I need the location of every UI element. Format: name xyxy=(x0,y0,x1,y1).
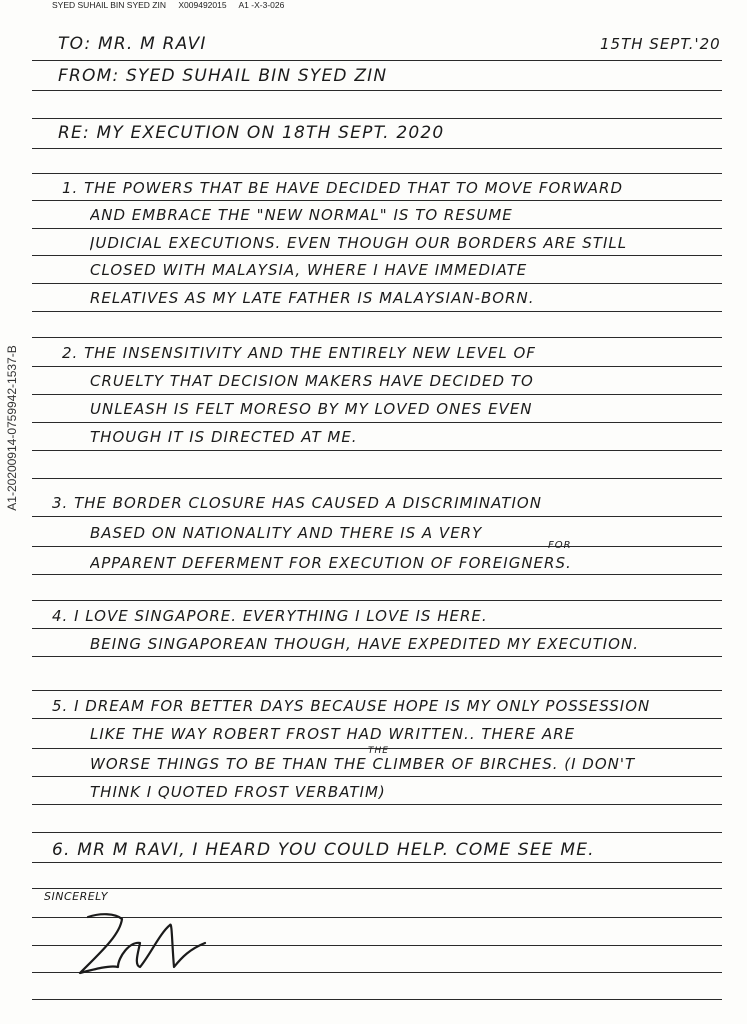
ruled-line xyxy=(32,394,722,395)
ruled-line xyxy=(32,60,722,61)
paragraph-1-line: CLOSED WITH MALAYSIA, WHERE I HAVE IMMEDIATE xyxy=(90,261,528,279)
paragraph-2-line: 2. THE INSENSITIVITY AND THE ENTIRELY NEW LEVEL OF xyxy=(62,344,536,362)
paragraph-3-line: BASED ON NATIONALITY AND THERE IS A VERY xyxy=(90,524,483,542)
cell-number: A1 -X-3-026 xyxy=(238,0,285,10)
ruled-line xyxy=(32,118,722,119)
inmate-number: X009492015 xyxy=(178,0,227,10)
insertion-mark: THE xyxy=(368,746,389,756)
ruled-line xyxy=(32,478,722,479)
paragraph-1-line: 1. THE POWERS THAT BE HAVE DECIDED THAT TO MOVE FORWARD xyxy=(62,179,624,197)
paragraph-1-line: AND EMBRACE THE "NEW NORMAL" IS TO RESUME xyxy=(90,206,513,224)
paragraph-6-line: 6. MR M RAVI, I HEARD YOU COULD HELP. COME SEE ME. xyxy=(52,840,595,860)
ruled-line xyxy=(32,283,722,284)
ruled-line xyxy=(32,804,722,805)
document-stamp: A1-20200914-0759942-1537-B xyxy=(5,345,19,511)
paragraph-3-line: APPARENT DEFERMENT FOR EXECUTION OF FOREIGNERS. xyxy=(90,554,572,572)
ruled-line xyxy=(32,718,722,719)
print-header xyxy=(52,0,652,12)
ruled-line xyxy=(32,574,722,575)
ruled-line xyxy=(32,600,722,601)
ruled-line xyxy=(32,311,722,312)
ruled-line xyxy=(32,173,722,174)
ruled-line xyxy=(32,862,722,863)
addressee-line: TO: MR. M RAVI xyxy=(58,34,207,54)
paragraph-2-line: CRUELTY THAT DECISION MAKERS HAVE DECIDED TO xyxy=(90,372,534,390)
paragraph-4-line: BEING SINGAPOREAN THOUGH, HAVE EXPEDITED MY EXECUTION. xyxy=(90,635,639,653)
ruled-line xyxy=(32,422,722,423)
correction-insertion: FOR xyxy=(548,540,572,551)
ruled-line xyxy=(32,337,722,338)
paragraph-5-line: LIKE THE WAY ROBERT FROST HAD WRITTEN.. THERE ARE xyxy=(90,725,576,743)
subject-line: RE: MY EXECUTION ON 18TH SEPT. 2020 xyxy=(58,123,445,143)
paragraph-5-line: WORSE THINGS TO BE THAN THE CLIMBER OF BIRCHES. (I DON'T xyxy=(90,755,636,773)
sender-line: FROM: SYED SUHAIL BIN SYED ZIN xyxy=(58,66,388,86)
ruled-line xyxy=(32,228,722,229)
paragraph-1-line: JUDICIAL EXECUTIONS. EVEN THOUGH OUR BORDERS ARE STILL xyxy=(90,234,628,252)
signature xyxy=(60,895,230,985)
ruled-line xyxy=(32,776,722,777)
ruled-line xyxy=(32,656,722,657)
closing-word: SINCERELY xyxy=(44,890,108,903)
ruled-line xyxy=(32,200,722,201)
paragraph-3-line: 3. THE BORDER CLOSURE HAS CAUSED A DISCRIMINATION xyxy=(52,494,542,512)
paragraph-1-line: RELATIVES AS MY LATE FATHER IS MALAYSIAN-BORN. xyxy=(90,289,535,307)
signature-scrawl xyxy=(60,895,230,985)
ruled-line xyxy=(32,90,722,91)
ruled-line xyxy=(32,546,722,547)
ruled-line xyxy=(32,516,722,517)
ruled-line xyxy=(32,148,722,149)
ruled-line xyxy=(32,366,722,367)
ruled-line xyxy=(32,690,722,691)
ruled-line xyxy=(32,450,722,451)
ruled-line xyxy=(32,255,722,256)
paragraph-5-line: THINK I QUOTED FROST VERBATIM) xyxy=(90,783,386,801)
inmate-name: SYED SUHAIL BIN SYED ZIN xyxy=(52,0,166,10)
paragraph-2-line: UNLEASH IS FELT MORESO BY MY LOVED ONES EVEN xyxy=(90,400,533,418)
ruled-line xyxy=(32,999,722,1000)
paragraph-5-line: 5. I DREAM FOR BETTER DAYS BECAUSE HOPE IS MY ONLY POSSESSION xyxy=(52,697,651,715)
paragraph-4-line: 4. I LOVE SINGAPORE. EVERYTHING I LOVE IS HERE. xyxy=(52,607,488,625)
ruled-line xyxy=(32,832,722,833)
letter-date: 15TH SEPT.'20 xyxy=(600,35,721,53)
ruled-line xyxy=(32,628,722,629)
paragraph-2-line: THOUGH IT IS DIRECTED AT ME. xyxy=(90,428,358,446)
